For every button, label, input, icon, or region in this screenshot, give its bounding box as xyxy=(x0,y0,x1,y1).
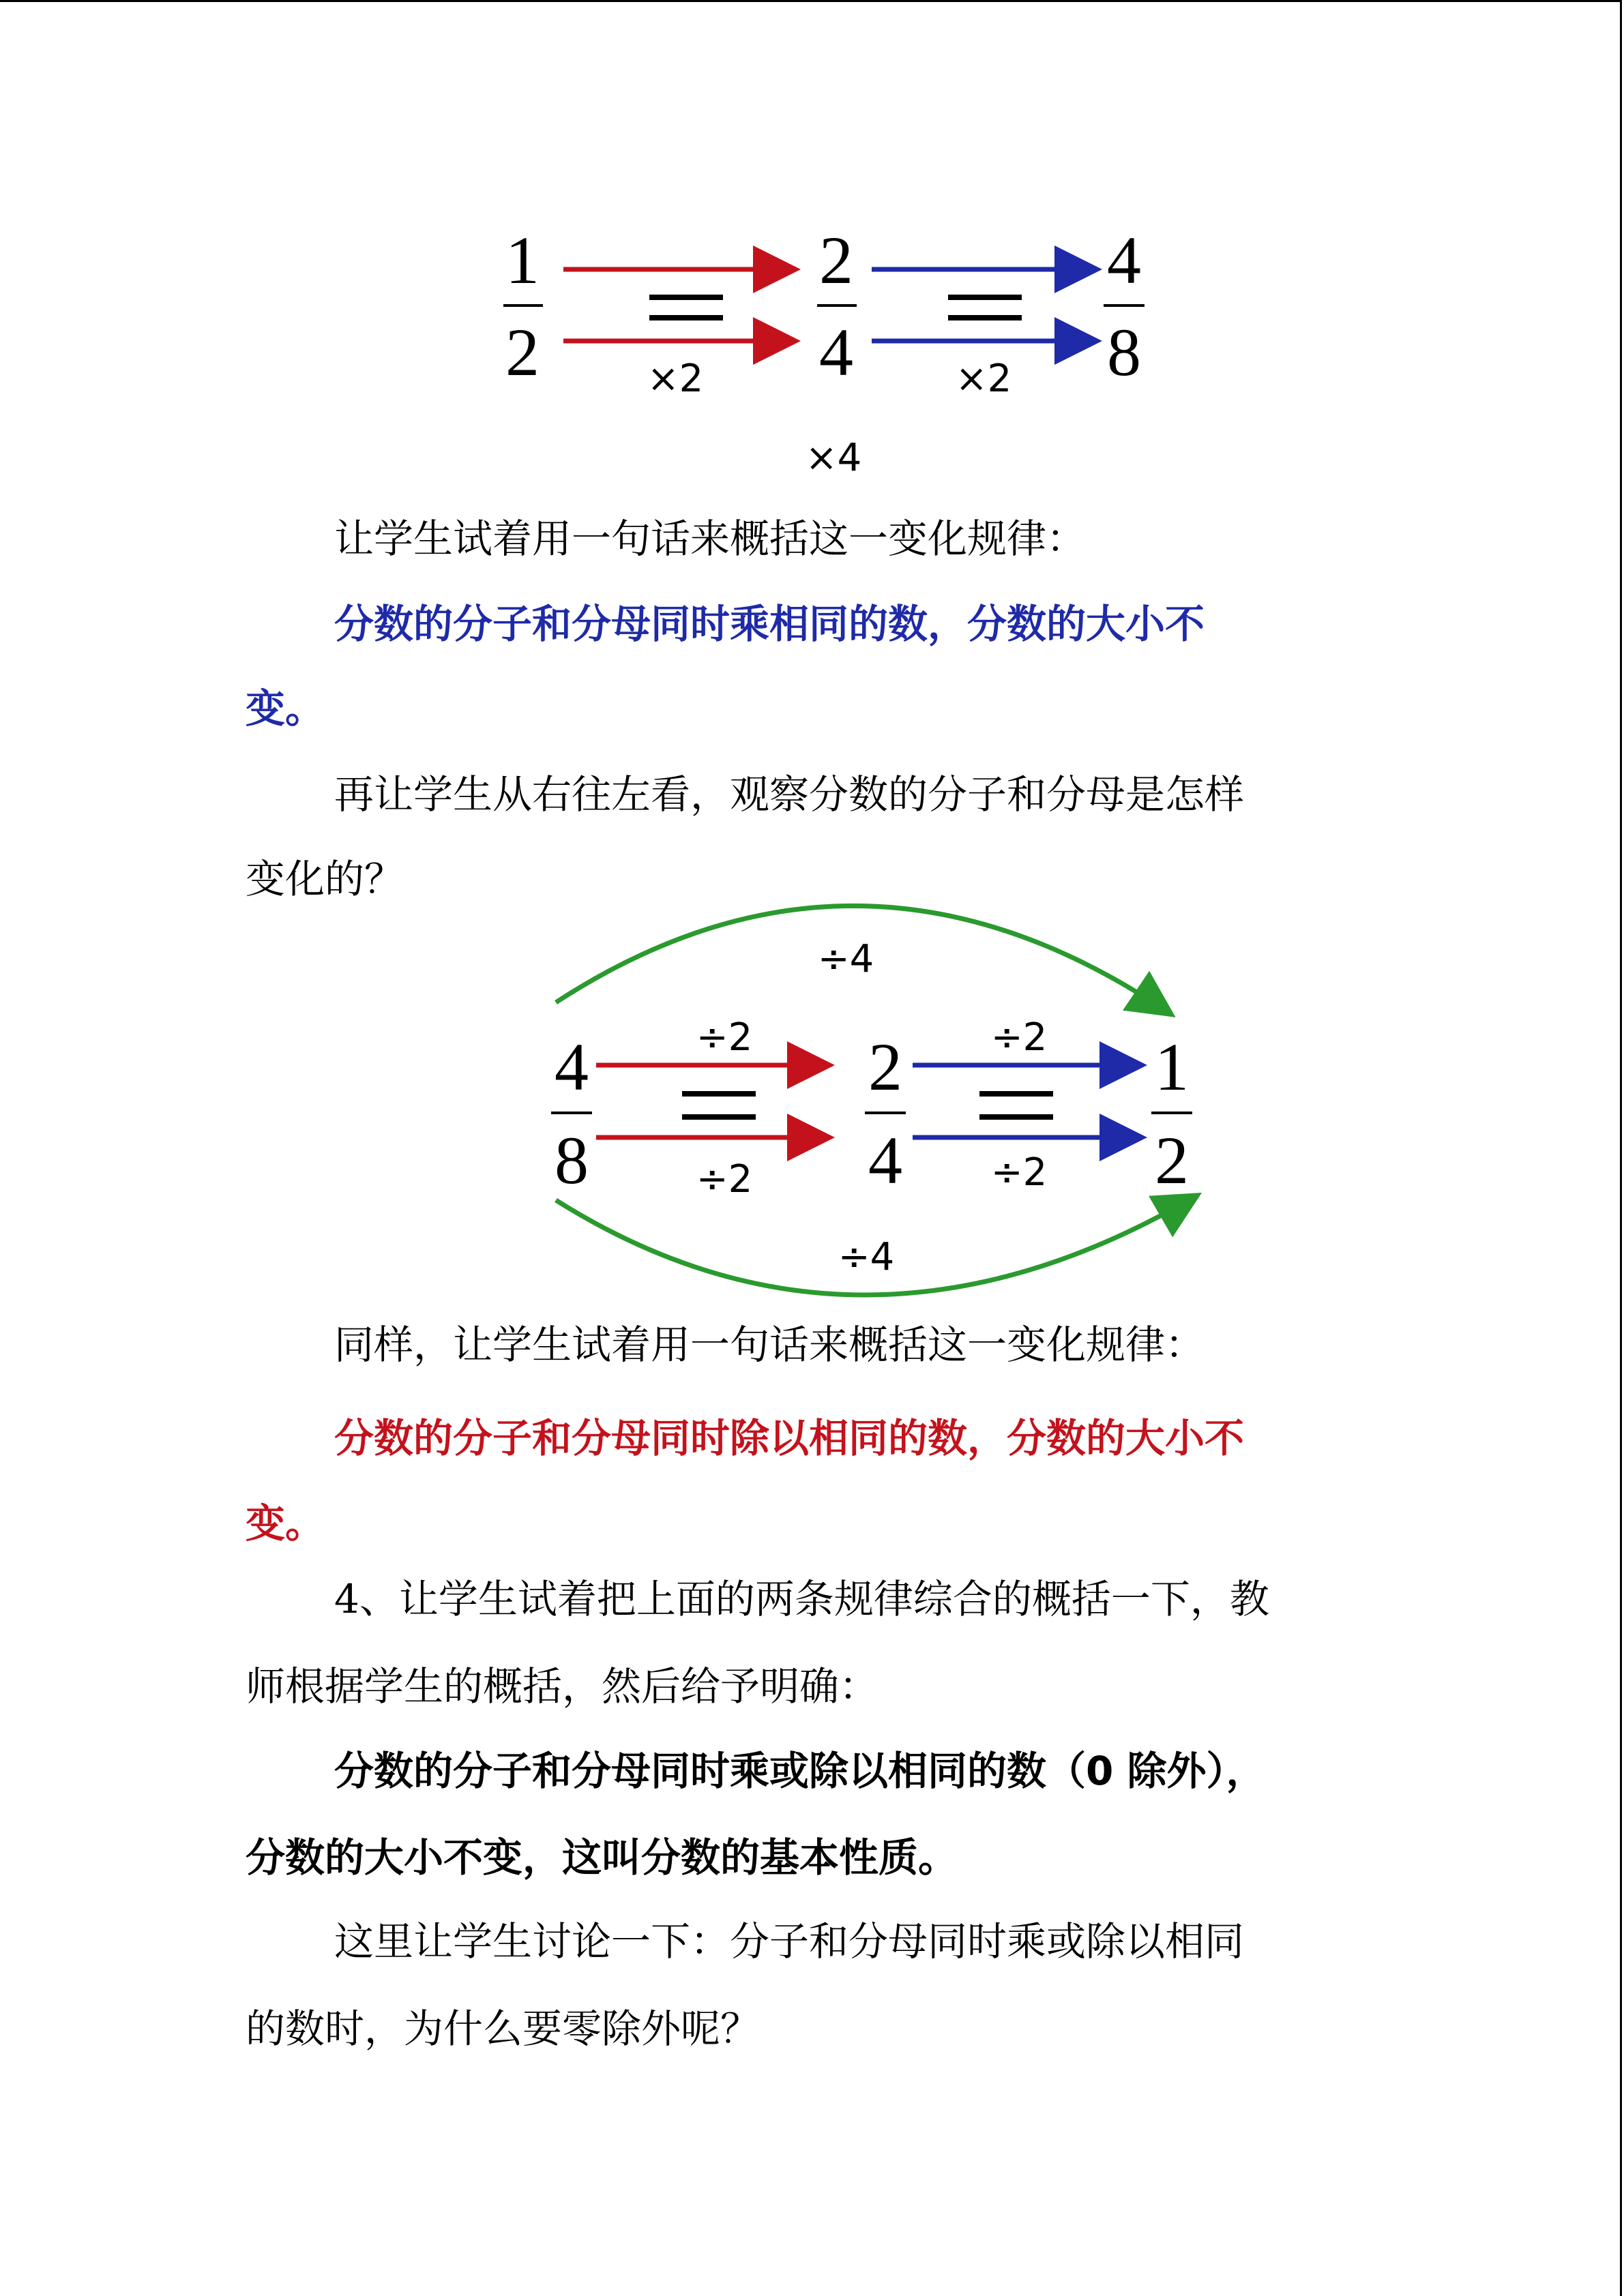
paragraph-3: 同样，让学生试着用一句话来概括这一变化规律： xyxy=(334,1322,1205,1368)
rule-multiply-line-2: 变。 xyxy=(246,685,325,732)
equals-sign-2 xyxy=(948,295,1022,320)
paragraph-2-line-2: 变化的？ xyxy=(246,856,404,902)
step-label-1: ×2 xyxy=(647,357,704,401)
fraction-a-numerator: 4 xyxy=(555,1029,589,1105)
equals-sign-3 xyxy=(682,1091,756,1120)
overall-label: ×4 xyxy=(805,436,862,480)
fundamental-property-line-2: 分数的大小不变，这叫分数的基本性质。 xyxy=(246,1834,958,1881)
fraction-c-denominator: 2 xyxy=(1155,1122,1189,1198)
fraction-3-numerator: 4 xyxy=(1107,222,1141,298)
multiplication-diagram xyxy=(0,205,1624,491)
fraction-1-numerator: 1 xyxy=(505,222,540,298)
fraction-c-numerator: 1 xyxy=(1155,1029,1189,1105)
top-step-label-2: ÷2 xyxy=(990,1015,1048,1060)
rule-divide-line-1: 分数的分子和分母同时除以相同的数，分数的大小不 xyxy=(334,1415,1245,1461)
paragraph-4-line-2: 师根据学生的概括，然后给予明确： xyxy=(246,1663,879,1710)
equals-sign-4 xyxy=(979,1091,1053,1120)
rule-multiply-line-1: 分数的分子和分母同时乘相同的数，分数的大小不 xyxy=(334,601,1205,647)
fraction-2-denominator: 4 xyxy=(819,314,853,390)
fraction-3-denominator: 8 xyxy=(1107,314,1141,390)
fraction-b-numerator: 2 xyxy=(868,1029,902,1105)
paragraph-2-line-1: 再让学生从右往左看，观察分数的分子和分母是怎样 xyxy=(334,771,1245,818)
fraction-b-denominator: 4 xyxy=(868,1122,902,1198)
top-step-label-1: ÷2 xyxy=(696,1015,753,1060)
rule-divide-line-2: 变。 xyxy=(246,1500,325,1547)
top-arc-label: ÷4 xyxy=(817,937,874,981)
fraction-1-denominator: 2 xyxy=(505,314,540,390)
fraction-2-numerator: 2 xyxy=(819,222,853,298)
step-label-2: ×2 xyxy=(955,357,1012,401)
fraction-a-denominator: 8 xyxy=(555,1122,589,1198)
paragraph-1: 让学生试着用一句话来概括这一变化规律： xyxy=(334,516,1087,562)
fundamental-property-line-1: 分数的分子和分母同时乘或除以相同的数（0 除外）， xyxy=(334,1748,1266,1794)
bottom-step-label-1: ÷2 xyxy=(696,1157,753,1202)
paragraph-5-line-1: 这里让学生讨论一下：分子和分母同时乘或除以相同 xyxy=(334,1918,1245,1965)
division-diagram xyxy=(0,900,1624,1309)
bottom-step-label-2: ÷2 xyxy=(990,1150,1048,1195)
paragraph-4-line-1: 4、让学生试着把上面的两条规律综合的概括一下，教 xyxy=(334,1576,1269,1622)
equals-sign-1 xyxy=(649,295,723,320)
bottom-arc-label: ÷4 xyxy=(838,1235,895,1279)
paragraph-5-line-2: 的数时，为什么要零除外呢？ xyxy=(246,2006,761,2052)
